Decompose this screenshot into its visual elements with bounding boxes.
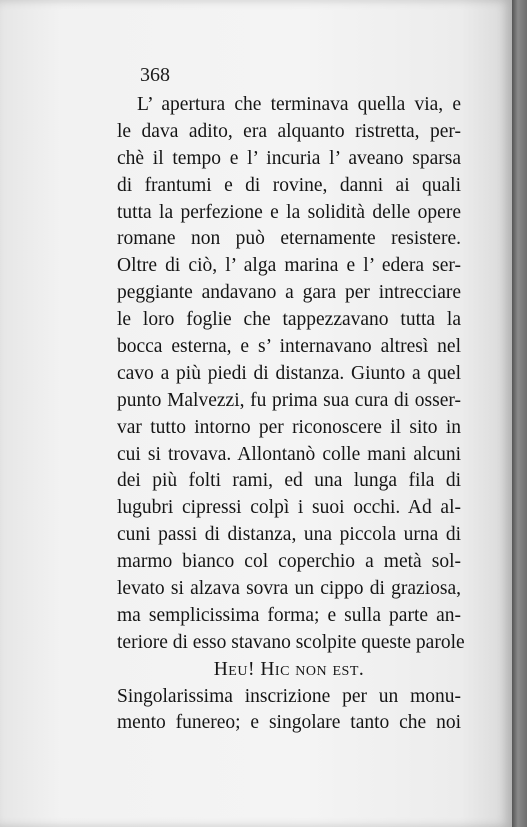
text-line: var tutto intorno per riconoscere il sito in bbox=[117, 416, 461, 438]
text-line: chè il tempo e l’ incuria l’ aveano sparsa bbox=[117, 147, 461, 169]
text-line: Singolarissima inscrizione per un monu- bbox=[117, 685, 461, 707]
text-line: le dava adito, era alquanto ristretta, per- bbox=[117, 120, 461, 142]
text-line: L’ apertura che terminava quella via, e bbox=[137, 94, 461, 115]
text-line: ma semplicissima forma; e sulla parte an- bbox=[117, 604, 461, 626]
body-text bbox=[117, 92, 465, 737]
book-spine-edge bbox=[512, 0, 527, 827]
page-number: 368 bbox=[140, 64, 170, 86]
inscription-line: Heu! Hic non est. bbox=[213, 658, 365, 680]
text-line: peggiante andavano a gara per intrecciare bbox=[117, 282, 461, 304]
text-line: Oltre di ciò, l’ alga marina e l’ edera ser- bbox=[117, 255, 461, 277]
text-line: lugubri cipressi colpì i suoi occhi. Ad al- bbox=[117, 497, 461, 519]
text-line: punto Malvezzi, fu prima sua cura di osser- bbox=[117, 389, 461, 411]
text-line: tutta la perfezione e la solidità delle opere bbox=[117, 201, 461, 223]
text-line: dei più folti rami, ed una lunga fila di bbox=[117, 470, 461, 492]
text-line: teriore di esso stavano scolpite queste parole bbox=[117, 631, 465, 653]
text-line: di frantumi e di rovine, danni ai quali bbox=[117, 174, 461, 196]
text-line: mento funereo; e singolare tanto che noi bbox=[117, 712, 461, 734]
text-line: cavo a più piedi di distanza. Giunto a quel bbox=[117, 362, 461, 384]
text-line: bocca esterna, e s’ internavano altresì nel bbox=[117, 336, 461, 358]
text-line: romane non può eternamente resistere. bbox=[117, 228, 461, 250]
text-line: le loro foglie che tappezzavano tutta la bbox=[117, 309, 461, 331]
text-line: marmo bianco col coperchio a metà sol- bbox=[117, 551, 461, 573]
text-line: cuni passi di distanza, una piccola urna di bbox=[117, 524, 461, 546]
text-line: cui si trovava. Allontanò colle mani alcuni bbox=[117, 443, 461, 465]
text-line: levato si alzava sovra un cippo di graziosa, bbox=[117, 578, 461, 600]
